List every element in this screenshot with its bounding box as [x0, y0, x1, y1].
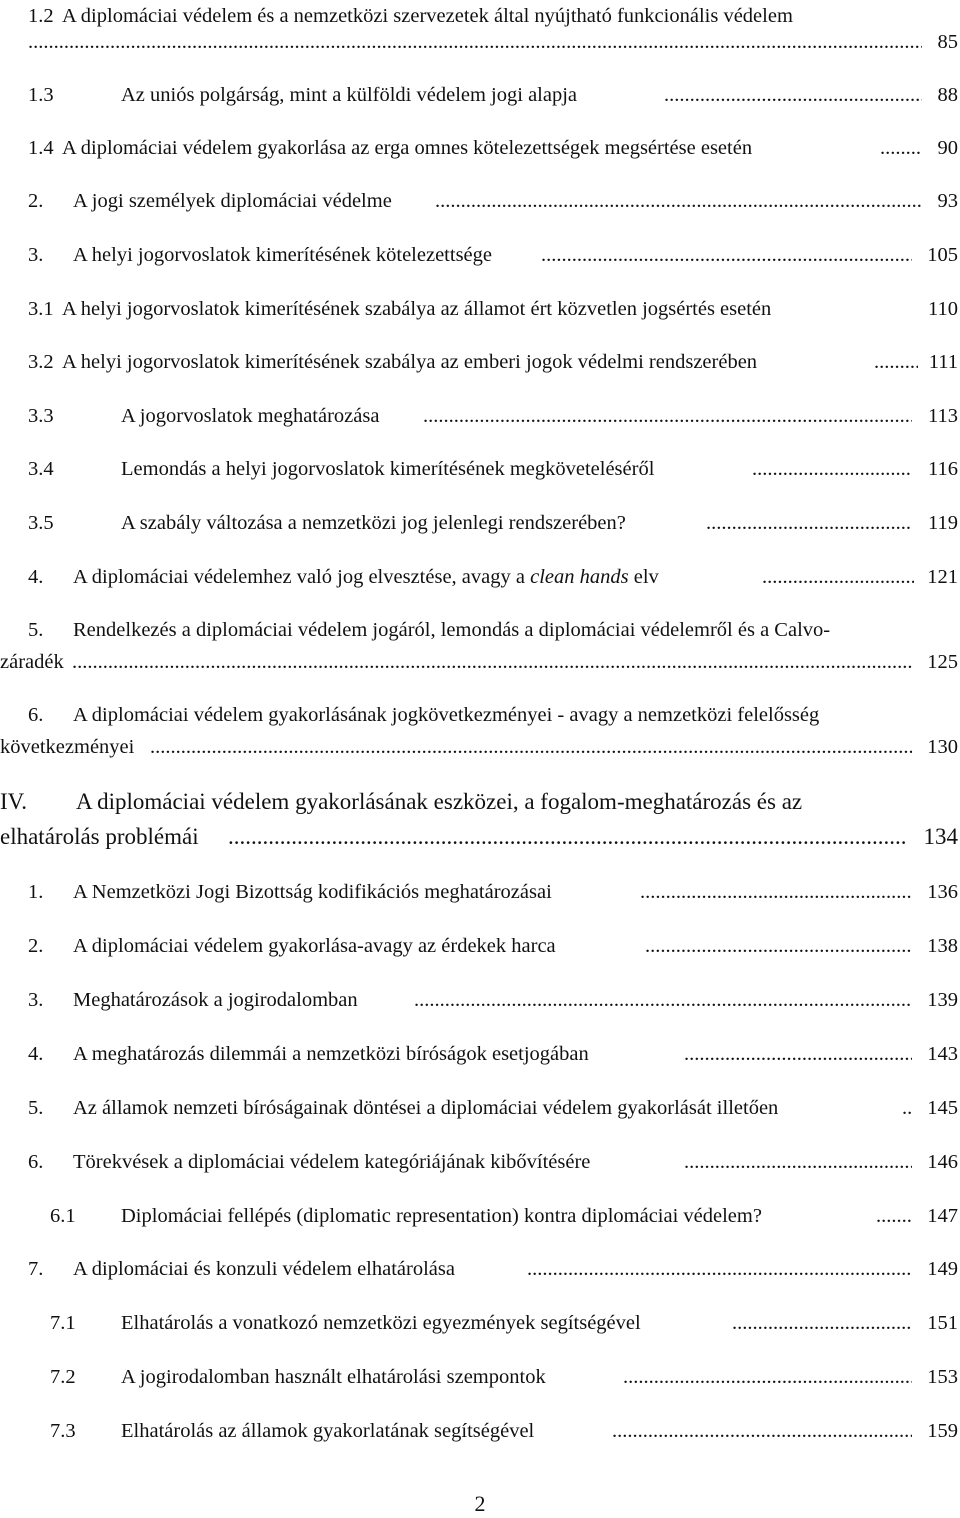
- toc-leader-dots: [664, 79, 922, 111]
- toc-page-number: 88: [936, 79, 959, 111]
- toc-chapter-number: IV.: [0, 789, 28, 814]
- toc-page-number: 105: [925, 239, 958, 271]
- toc-leader-dots: [752, 453, 912, 485]
- toc-number: 7.3: [50, 1420, 76, 1442]
- toc-page-number: 93: [936, 185, 959, 217]
- toc-leader-dots: [640, 876, 912, 908]
- toc-leader-dots: [150, 731, 912, 763]
- toc-chapter-title: A diplomáciai védelem gyakorlásának eszközei, a fogalom-meghatározás és az: [76, 789, 803, 814]
- page-number-footer: 2: [474, 1491, 486, 1516]
- toc-page-number: 134: [922, 821, 959, 853]
- toc-entry[interactable]: [0, 346, 958, 378]
- toc-entry[interactable]: [0, 1200, 958, 1232]
- toc-page-number: 151: [925, 1307, 958, 1339]
- toc-leader-dots: [612, 1415, 912, 1447]
- toc-entry[interactable]: [0, 561, 958, 593]
- toc-title: Az államok nemzeti bíróságainak döntései a diplomáciai védelem gyakorlását illetően: [73, 1097, 779, 1119]
- toc-title: Diplomáciai fellépés (diplomatic representation) kontra diplomáciai védelem?: [121, 1205, 762, 1227]
- toc-entry[interactable]: [0, 699, 958, 731]
- toc-leader-dots: [880, 132, 922, 164]
- toc-title: Meghatározások a jogirodalomban: [73, 989, 358, 1011]
- toc-leader-dots: [762, 561, 914, 593]
- toc-title-continuation: elhatárolás problémái: [0, 824, 199, 849]
- toc-page-number: 145: [925, 1092, 958, 1124]
- toc-entry-continuation[interactable]: [0, 26, 958, 58]
- toc-title: A diplomáciai védelem gyakorlása-avagy az érdekek harca: [73, 935, 556, 957]
- toc-title: A diplomáciai védelem gyakorlása az erga omnes kötelezettségek megsértése esetén: [62, 137, 753, 159]
- toc-number: 7.2: [50, 1366, 76, 1388]
- toc-number: 4.: [28, 1043, 44, 1065]
- toc-number: 5.: [28, 619, 44, 641]
- toc-leader-dots: [435, 185, 922, 217]
- toc-number: 1.4: [28, 137, 54, 159]
- toc-number: 3.2: [28, 351, 54, 373]
- toc-leader-dots: [684, 1146, 912, 1178]
- toc-leader-dots: [541, 239, 912, 271]
- toc-entry[interactable]: [0, 1253, 958, 1285]
- toc-number: 2.: [28, 190, 44, 212]
- toc-number: 3.4: [28, 458, 54, 480]
- toc-entry[interactable]: [0, 614, 958, 646]
- toc-title: A diplomáciai és konzuli védelem elhatárolása: [73, 1258, 455, 1280]
- toc-number: 3.: [28, 244, 44, 266]
- toc-leader-dots: [623, 1361, 912, 1393]
- toc-chapter-entry[interactable]: [0, 786, 958, 818]
- toc-leader-dots: [228, 821, 908, 853]
- toc-title: Elhatárolás az államok gyakorlatának segítségével: [121, 1420, 535, 1442]
- toc-title: A jogorvoslatok meghatározása: [121, 405, 380, 427]
- toc-title: A helyi jogorvoslatok kimerítésének szabálya az emberi jogok védelmi rendszerében: [62, 351, 758, 373]
- toc-number: 3.: [28, 989, 44, 1011]
- toc-title: A diplomáciai védelem és a nemzetközi szervezetek által nyújtható funkcionális védelem: [62, 5, 793, 27]
- toc-page-number: 110: [926, 293, 958, 325]
- toc-leader-dots: [902, 1092, 912, 1124]
- toc-page-number: 136: [925, 876, 958, 908]
- toc-entry[interactable]: [0, 400, 958, 432]
- toc-page-number: 125: [925, 646, 958, 678]
- toc-entry[interactable]: [0, 1307, 958, 1339]
- toc-entry-continuation[interactable]: [0, 731, 958, 763]
- toc-number: 7.1: [50, 1312, 76, 1334]
- toc-number: 5.: [28, 1097, 44, 1119]
- toc-number: 3.3: [28, 405, 54, 427]
- toc-title: A szabály változása a nemzetközi jog jelenlegi rendszerében?: [121, 512, 626, 534]
- toc-entry[interactable]: [0, 1092, 958, 1124]
- toc-leader-dots: [414, 984, 912, 1016]
- toc-leader-dots: [874, 346, 918, 378]
- toc-page-number: 143: [925, 1038, 958, 1070]
- toc-number: 1.2: [28, 5, 54, 27]
- toc-leader-dots: [28, 26, 922, 58]
- toc-entry[interactable]: [0, 79, 958, 111]
- toc-entry[interactable]: [0, 930, 958, 962]
- toc-entry[interactable]: [0, 984, 958, 1016]
- toc-title: A jogirodalomban használt elhatárolási szempontok: [121, 1366, 546, 1388]
- toc-number: 3.1: [28, 298, 54, 320]
- toc-page-number: 149: [925, 1253, 958, 1285]
- toc-title-continuation: következményei: [0, 736, 135, 758]
- toc-title: Az uniós polgárság, mint a külföldi védelem jogi alapja: [121, 84, 578, 106]
- toc-leader-dots: [72, 646, 912, 678]
- toc-title: A helyi jogorvoslatok kimerítésének kötelezettsége: [73, 244, 492, 266]
- toc-leader-dots: [645, 930, 912, 962]
- toc-page-number: 116: [926, 453, 958, 485]
- toc-number: 4.: [28, 566, 44, 588]
- toc-entry[interactable]: [0, 293, 958, 325]
- toc-entry[interactable]: [0, 239, 958, 271]
- toc-title: A Nemzetközi Jogi Bizottság kodifikációs meghatározásai: [73, 881, 552, 903]
- toc-title: A diplomáciai védelemhez való jog elvesztése, avagy a clean hands elv: [73, 566, 659, 588]
- toc-title: Törekvések a diplomáciai védelem kategóriájának kibővítésére: [73, 1151, 591, 1173]
- toc-number: 1.3: [28, 84, 54, 106]
- toc-page-number: 121: [925, 561, 958, 593]
- toc-page-number: 147: [925, 1200, 958, 1232]
- toc-number: 1.: [28, 881, 44, 903]
- toc-title: A helyi jogorvoslatok kimerítésének szabálya az államot ért közvetlen jogsértés esetén: [62, 298, 772, 320]
- toc-title: Lemondás a helyi jogorvoslatok kimerítésének megköveteléséről: [121, 458, 655, 480]
- toc-page-number: 85: [936, 26, 959, 58]
- toc-entry[interactable]: [0, 1415, 958, 1447]
- toc-leader-dots: [423, 400, 912, 432]
- toc-number: 2.: [28, 935, 44, 957]
- toc-number: 7.: [28, 1258, 44, 1280]
- toc-page-number: 111: [927, 346, 958, 378]
- toc-leader-dots: [876, 1200, 912, 1232]
- toc-page-number: 90: [936, 132, 959, 164]
- toc-page-number: 130: [925, 731, 958, 763]
- toc-leader-dots: [684, 1038, 912, 1070]
- toc-page-number: 159: [925, 1415, 958, 1447]
- toc-page-number: 146: [925, 1146, 958, 1178]
- toc-title: Elhatárolás a vonatkozó nemzetközi egyezmények segítségével: [121, 1312, 641, 1334]
- toc-entry[interactable]: [0, 185, 958, 217]
- toc-title: A diplomáciai védelem gyakorlásának jogkövetkezményei - avagy a nemzetközi felelősség: [73, 704, 820, 726]
- toc-page-number: 138: [925, 930, 958, 962]
- toc-entry-continuation[interactable]: [0, 646, 958, 678]
- toc-entry[interactable]: [0, 1038, 958, 1070]
- toc-page-number: 119: [926, 507, 958, 539]
- toc-number: 6.: [28, 704, 44, 726]
- toc-number: 6.1: [50, 1205, 76, 1227]
- toc-title: A meghatározás dilemmái a nemzetközi bíróságok esetjogában: [73, 1043, 589, 1065]
- toc-entry[interactable]: [0, 876, 958, 908]
- toc-leader-dots: [706, 507, 912, 539]
- toc-entry[interactable]: [0, 132, 958, 164]
- toc-title-continuation: záradék: [0, 651, 64, 673]
- toc-entry[interactable]: [0, 453, 958, 485]
- toc-leader-dots: [732, 1307, 912, 1339]
- toc-page-number: 153: [925, 1361, 958, 1393]
- toc-page-number: 139: [925, 984, 958, 1016]
- toc-entry[interactable]: [0, 507, 958, 539]
- toc-leader-dots: [527, 1253, 912, 1285]
- toc-entry[interactable]: [0, 1146, 958, 1178]
- toc-page-number: 113: [926, 400, 958, 432]
- toc-number: 3.5: [28, 512, 54, 534]
- toc-title: Rendelkezés a diplomáciai védelem jogáról, lemondás a diplomáciai védelemről és a Calvo-: [73, 619, 831, 641]
- toc-title: A jogi személyek diplomáciai védelme: [73, 190, 392, 212]
- toc-entry[interactable]: [0, 1361, 958, 1393]
- toc-entry-continuation[interactable]: [0, 821, 958, 853]
- toc-number: 6.: [28, 1151, 44, 1173]
